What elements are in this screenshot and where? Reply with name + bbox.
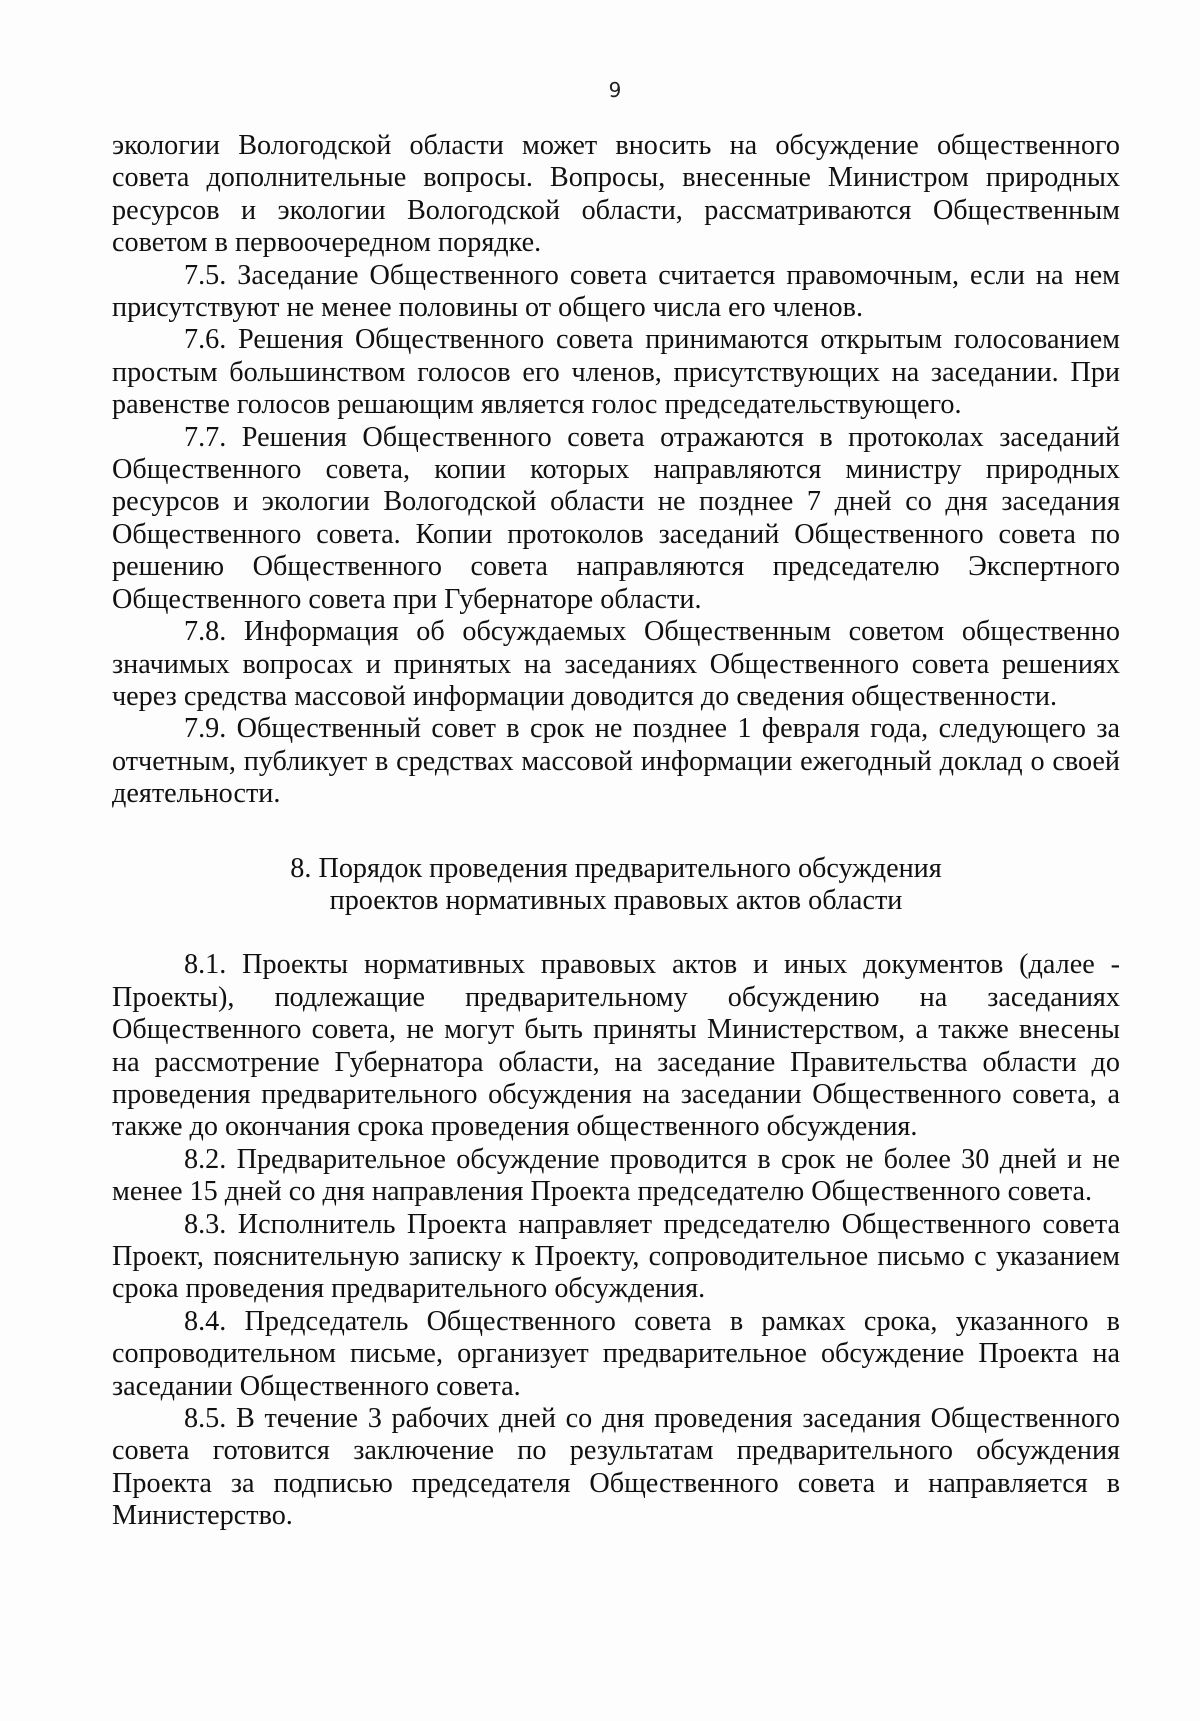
page-number: 9 — [608, 78, 622, 102]
paragraph-8-5: 8.5. В течение 3 рабочих дней со дня проведения заседания Общественного совета готовится заключение по результатам предварительного обсуждения Проекта за подписью председателя Общественного совета и направляется в Министерство. — [112, 1403, 1120, 1532]
document-body — [112, 130, 1120, 1533]
paragraph-8-1: 8.1. Проекты нормативных правовых актов и иных документов (далее - Проекты), подлежащие предварительному обсуждению на заседаниях Общественного совета, не могут быть приняты Министерством, а также внесены на рассмотрение Губернатора области, на заседание Правительства области до проведения предварительного обсуждения на заседании Общественного совета, а также до окончания срока проведения общественного обсуждения. — [112, 949, 1120, 1143]
paragraph-8-2: 8.2. Предварительное обсуждение проводится в срок не более 30 дней и не менее 15 дней со дня направления Проекта председателю Общественного совета. — [112, 1143, 1120, 1208]
paragraph-7-8: 7.8. Информация об обсуждаемых Общественным советом общественно значимых вопросах и принятых на заседаниях Общественного совета решениях через средства массовой информации доводится до сведения общественности. — [112, 616, 1120, 712]
section-8-heading — [112, 853, 1120, 918]
paragraph-7-9: 7.9. Общественный совет в срок не позднее 1 февраля года, следующего за отчетным, публикует в средствах массовой информации ежегодный доклад о своей деятельности. — [112, 713, 1120, 810]
section-8-heading-line-2: проектов нормативных правовых актов области — [329, 884, 903, 916]
paragraph-8-3: 8.3. Исполнитель Проекта направляет председателю Общественного совета Проект, пояснительную записку к Проекту, сопроводительное письмо с указанием срока проведения предварительного обсуждения. — [112, 1208, 1120, 1305]
paragraph-7-5: 7.5. Заседание Общественного совета считается правомочным, если на нем присутствуют не менее половины от общего числа его членов. — [112, 259, 1120, 324]
paragraph-7-6: 7.6. Решения Общественного совета принимаются открытым голосованием простым большинством голосов его членов, присутствующих на заседании. При равенстве голосов решающим является голос председательствующего. — [112, 324, 1120, 421]
lead-paragraph: экологии Вологодской области может вносить на обсуждение общественного совета дополнительные вопросы. Вопросы, внесенные Министром природных ресурсов и экологии Вологодской области, рассматриваются Общественным советом в первоочередном порядке. — [112, 130, 1120, 259]
paragraph-8-4: 8.4. Председатель Общественного совета в рамках срока, указанного в сопроводительном письме, организует предварительное обсуждение Проекта на заседании Общественного совета. — [112, 1305, 1120, 1402]
paragraph-7-7: 7.7. Решения Общественного совета отражаются в протоколах заседаний Общественного совета, копии которых направляются министру природных ресурсов и экологии Вологодской области не позднее 7 дней со дня заседания Общественного совета. Копии протоколов заседаний Общественного совета по решению Общественного совета направляются председателю Экспертного Общественного совета при Губернаторе области. — [112, 421, 1120, 615]
section-8-heading-line-1: 8. Порядок проведения предварительного обсуждения — [290, 852, 942, 884]
